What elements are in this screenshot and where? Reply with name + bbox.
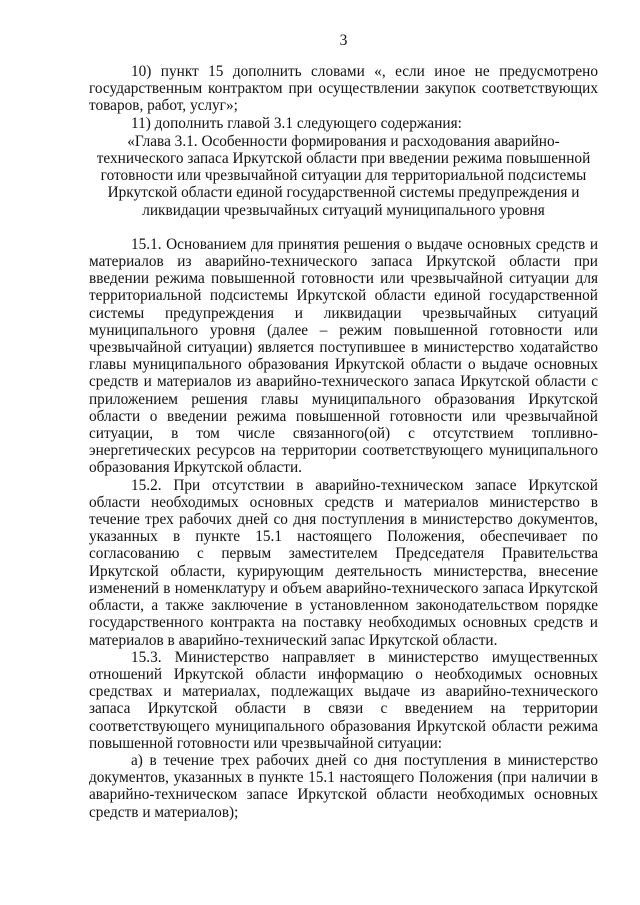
paragraph-subitem-a: а) в течение трех рабочих дней со дня поступления в министерство документов, указанных в пункте 15.1 настоящего Положения (при наличии в аварийно-техническом запасе Иркутской области необходимых основных средств и материалов); xyxy=(89,751,598,821)
paragraph-15-2: 15.2. При отсутствии в аварийно-техническом запасе Иркутской области необходимых основных средств и материалов министерство в течение трех рабочих дней со дня поступления в министерство документов, указанных в пункте 15.1 настоящего Положения, обеспечивает по согласованию с первым заместителем Председателя Правительства Иркутской области, курирующим деятельность министерства, внесение изменений в номенклатуру и объем аварийно-технического запаса Иркутской области, а также заключение в установленном законодательством порядке государственного контракта на поставку необходимых основных средств и материалов в аварийно-технический запас Иркутской области. xyxy=(89,476,598,649)
document-page xyxy=(89,32,598,821)
page-number: 3 xyxy=(339,32,348,49)
paragraph-item-11: 11) дополнить главой 3.1 следующего содержания: xyxy=(131,114,462,132)
paragraph-15-3: 15.3. Министерство направляет в министерство имущественных отношений Иркутской области информацию о необходимых основных средствах и материалах, подлежащих выдаче из аварийно-технического запаса Иркутской области в связи с введением на территории соответствующего муниципального образования Иркутской области режима повышенной готовности или чрезвычайной ситуации: xyxy=(89,648,598,752)
chapter-title: «Глава 3.1. Особенности формирования и расходования аварийно-технического запаса Иркутской области при введении режима повышенной готовности или чрезвычайной ситуации для территориальной подсистемы Иркутской области единой государственной системы предупреждения и ликвидации чрезвычайных ситуаций муниципального уровня xyxy=(96,132,591,219)
paragraph-15-1: 15.1. Основанием для принятия решения о выдаче основных средств и материалов из аварийно-технического запаса Иркутской области при введении режима повышенной готовности или чрезвычайной ситуации для территориальной подсистемы Иркутской области единой государственной системы предупреждения и ликвидации чрезвычайных ситуаций муниципального уровня (далее – режим повышенной готовности или чрезвычайной ситуации) является поступившее в министерство ходатайство главы муниципального образования Иркутской области о выдаче основных средств и материалов из аварийно-технического запаса Иркутской области с приложением решения главы муниципального образования Иркутской области о введении режима повышенной готовности или чрезвычайной ситуации, в том числе связанного(ой) с отсутствием топливно-энергетических ресурсов на территории соответствующего муниципального образования Иркутской области. xyxy=(89,235,598,477)
paragraph-item-10: 10) пункт 15 дополнить словами «, если иное не предусмотрено государственным контрактом при осуществлении закупок соответствующих товаров, работ, услуг»; xyxy=(89,63,598,115)
